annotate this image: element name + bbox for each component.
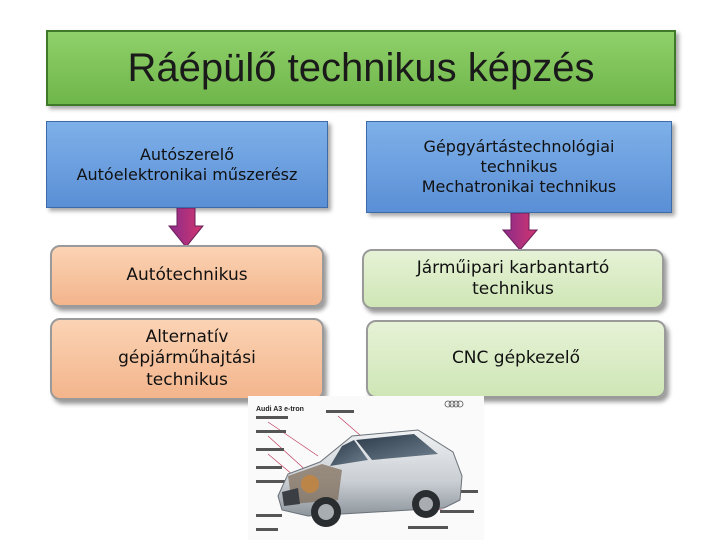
box-line: gépjárműhajtási bbox=[118, 348, 256, 369]
arrow-down-right bbox=[502, 213, 538, 251]
box-autoszerelo bbox=[46, 121, 328, 208]
car-illustration bbox=[248, 396, 484, 540]
car-cutaway-image bbox=[248, 396, 484, 540]
box-line: Gépgyártástechnológiai bbox=[423, 137, 615, 156]
car-image-heading: Audi A3 e-tron bbox=[256, 406, 304, 413]
page-title: Ráépülő technikus képzés bbox=[127, 45, 595, 90]
box-gepgyartas bbox=[366, 121, 672, 213]
box-line: technikus bbox=[480, 157, 558, 176]
box-text: Autótechnikus bbox=[126, 265, 248, 286]
box-text: CNC gépkezelő bbox=[451, 348, 581, 369]
box-line: Járműipari karbantartó bbox=[416, 257, 610, 278]
box-line: Autóelektronikai műszerész bbox=[76, 164, 298, 184]
box-line: technikus bbox=[472, 279, 554, 299]
box-line: technikus bbox=[146, 369, 228, 390]
box-line: Autószerelő bbox=[139, 144, 234, 164]
box-cnc bbox=[366, 320, 666, 398]
box-line: Alternatív bbox=[145, 327, 229, 348]
arrow-down-left bbox=[168, 208, 204, 248]
box-autotechnikus bbox=[50, 245, 324, 307]
box-jarmuipari bbox=[362, 249, 664, 309]
box-line: Mechatronikai technikus bbox=[421, 177, 617, 196]
title-banner bbox=[46, 30, 676, 106]
box-alternativ bbox=[50, 318, 324, 400]
